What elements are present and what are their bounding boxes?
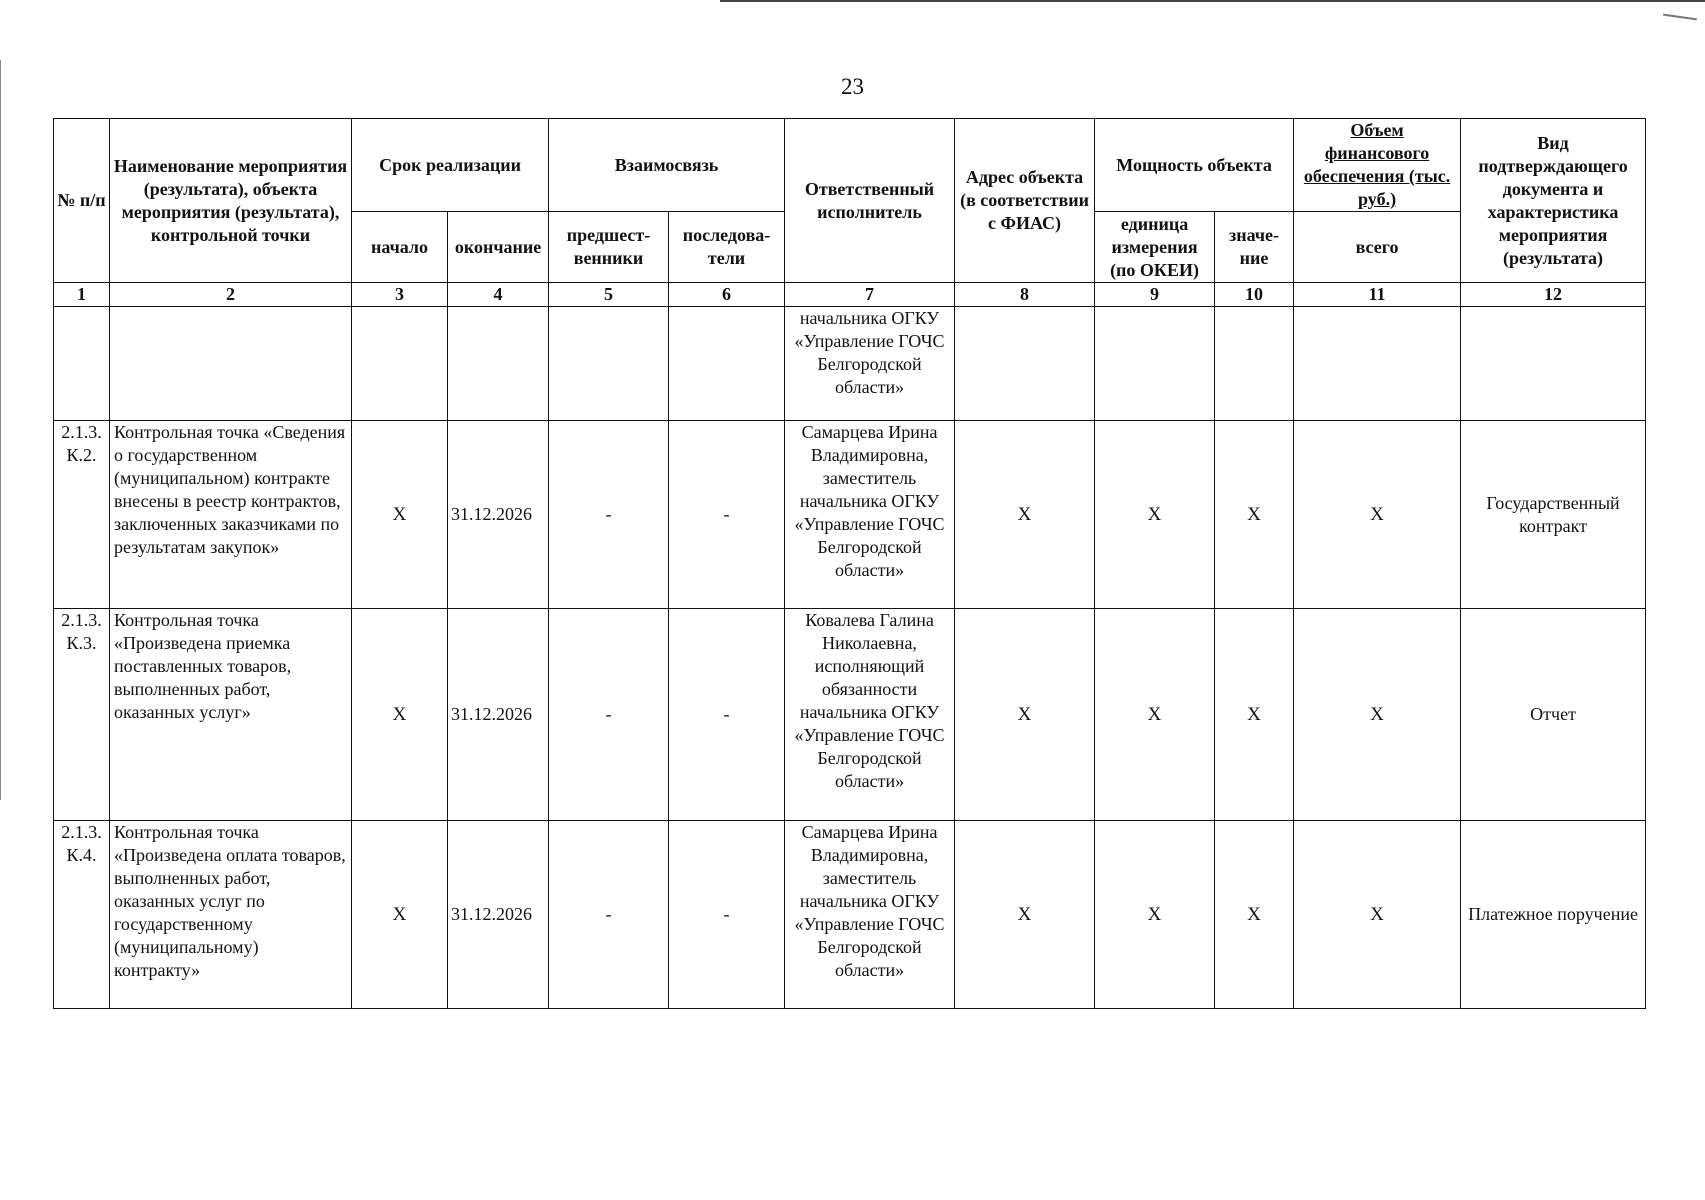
header-capacity: Мощность объекта bbox=[1095, 119, 1294, 212]
row-next: - bbox=[669, 609, 785, 821]
row-address: X bbox=[955, 609, 1095, 821]
row-name: Контрольная точка «Произведена оплата товаров, выполненных работ, оказанных услуг по государственному (муниципальному) контракту» bbox=[110, 821, 352, 1009]
header-relation: Взаимосвязь bbox=[549, 119, 785, 212]
row-prev bbox=[549, 307, 669, 421]
row-value bbox=[1215, 307, 1294, 421]
row-prev: - bbox=[549, 609, 669, 821]
row-number: 2.1.3. К.3. bbox=[54, 609, 110, 821]
header-relation-next: последова-тели bbox=[669, 212, 785, 283]
row-unit bbox=[1095, 307, 1215, 421]
row-start: X bbox=[352, 821, 448, 1009]
column-index: 11 bbox=[1294, 283, 1461, 307]
row-next bbox=[669, 307, 785, 421]
scan-edge-line bbox=[720, 0, 1705, 2]
column-index: 9 bbox=[1095, 283, 1215, 307]
row-value: X bbox=[1215, 609, 1294, 821]
header-term-start: начало bbox=[352, 212, 448, 283]
column-index: 8 bbox=[955, 283, 1095, 307]
header-finance: Объем финансового обеспечения (тыс. руб.) bbox=[1294, 119, 1461, 212]
table-header bbox=[54, 119, 1646, 307]
row-responsible: начальника ОГКУ «Управление ГОЧС Белгородской области» bbox=[785, 307, 955, 421]
row-document: Отчет bbox=[1461, 609, 1646, 821]
row-end: 31.12.2026 bbox=[448, 421, 549, 609]
column-index: 10 bbox=[1215, 283, 1294, 307]
row-document: Платежное поручение bbox=[1461, 821, 1646, 1009]
row-address: X bbox=[955, 421, 1095, 609]
row-address bbox=[955, 307, 1095, 421]
row-prev: - bbox=[549, 421, 669, 609]
row-value: X bbox=[1215, 421, 1294, 609]
table-row bbox=[54, 609, 1646, 821]
header-document: Вид подтверждающего документа и характеристика мероприятия (результата) bbox=[1461, 119, 1646, 283]
header-capacity-value: значе-ние bbox=[1215, 212, 1294, 283]
row-end bbox=[448, 307, 549, 421]
header-relation-prev: предшест-венники bbox=[549, 212, 669, 283]
row-total bbox=[1294, 307, 1461, 421]
row-total: X bbox=[1294, 821, 1461, 1009]
row-document bbox=[1461, 307, 1646, 421]
row-total: X bbox=[1294, 421, 1461, 609]
row-end: 31.12.2026 bbox=[448, 609, 549, 821]
header-term: Срок реализации bbox=[352, 119, 549, 212]
scan-edge-mark bbox=[1663, 14, 1697, 21]
column-index: 6 bbox=[669, 283, 785, 307]
row-unit: X bbox=[1095, 609, 1215, 821]
row-name bbox=[110, 307, 352, 421]
row-prev: - bbox=[549, 821, 669, 1009]
row-number bbox=[54, 307, 110, 421]
plan-table bbox=[53, 118, 1646, 1009]
row-responsible: Ковалева Галина Николаевна, исполняющий обязанности начальника ОГКУ «Управление ГОЧС Белгородской области» bbox=[785, 609, 955, 821]
column-index: 2 bbox=[110, 283, 352, 307]
column-index: 12 bbox=[1461, 283, 1646, 307]
row-unit: X bbox=[1095, 821, 1215, 1009]
row-document: Государственный контракт bbox=[1461, 421, 1646, 609]
row-start: X bbox=[352, 609, 448, 821]
table-row bbox=[54, 307, 1646, 421]
row-number: 2.1.3. К.4. bbox=[54, 821, 110, 1009]
column-index: 4 bbox=[448, 283, 549, 307]
table-row bbox=[54, 821, 1646, 1009]
row-next: - bbox=[669, 421, 785, 609]
row-number: 2.1.3. К.2. bbox=[54, 421, 110, 609]
header-address: Адрес объекта (в соответствии с ФИАС) bbox=[955, 119, 1095, 283]
page-number: 23 bbox=[841, 74, 864, 99]
table-row bbox=[54, 421, 1646, 609]
row-total: X bbox=[1294, 609, 1461, 821]
column-index: 7 bbox=[785, 283, 955, 307]
row-name: Контрольная точка «Произведена приемка поставленных товаров, выполненных работ, оказанных услуг» bbox=[110, 609, 352, 821]
header-name: Наименование мероприятия (результата), объекта мероприятия (результата), контрольной точки bbox=[110, 119, 352, 283]
table-body bbox=[54, 307, 1646, 1009]
header-capacity-unit: единица измерения (по ОКЕИ) bbox=[1095, 212, 1215, 283]
scan-left-edge bbox=[0, 60, 1, 800]
row-address: X bbox=[955, 821, 1095, 1009]
row-start bbox=[352, 307, 448, 421]
header-finance-total: всего bbox=[1294, 212, 1461, 283]
column-index-row bbox=[54, 283, 1646, 307]
column-index: 5 bbox=[549, 283, 669, 307]
row-name: Контрольная точка «Сведения о государственном (муниципальном) контракте внесены в реестр контрактов, заключенных заказчиками по результатам закупок» bbox=[110, 421, 352, 609]
column-index: 3 bbox=[352, 283, 448, 307]
row-next: - bbox=[669, 821, 785, 1009]
row-responsible: Самарцева Ирина Владимировна, заместитель начальника ОГКУ «Управление ГОЧС Белгородской области» bbox=[785, 421, 955, 609]
row-responsible: Самарцева Ирина Владимировна, заместитель начальника ОГКУ «Управление ГОЧС Белгородской области» bbox=[785, 821, 955, 1009]
header-term-end: окончание bbox=[448, 212, 549, 283]
column-index: 1 bbox=[54, 283, 110, 307]
header-responsible: Ответственный исполнитель bbox=[785, 119, 955, 283]
row-value: X bbox=[1215, 821, 1294, 1009]
row-start: X bbox=[352, 421, 448, 609]
header-num: № п/п bbox=[54, 119, 110, 283]
row-unit: X bbox=[1095, 421, 1215, 609]
row-end: 31.12.2026 bbox=[448, 821, 549, 1009]
